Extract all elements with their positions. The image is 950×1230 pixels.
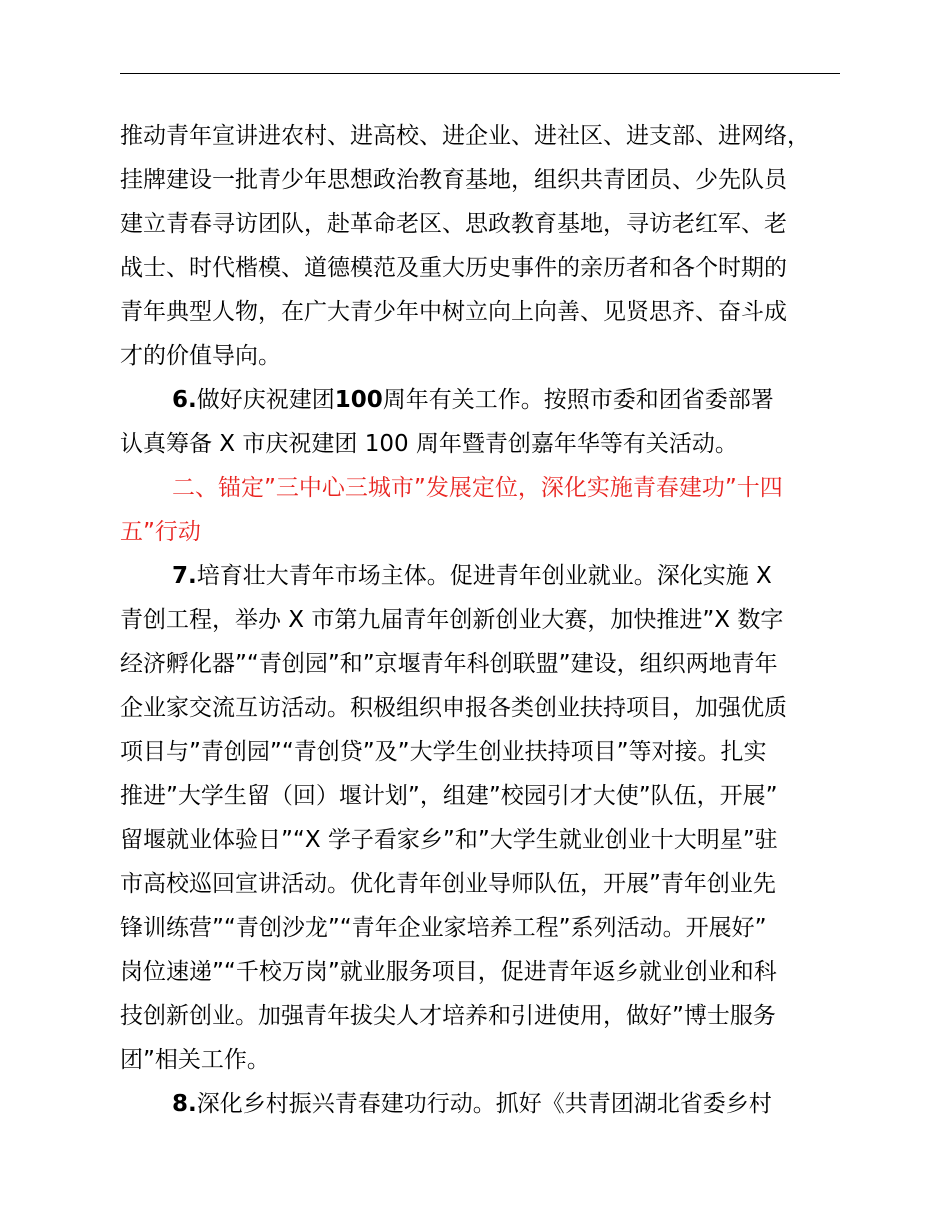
item8-line (172, 1089, 772, 1119)
item7-line (172, 561, 772, 591)
item7-line: 团”相关工作。 (120, 1047, 270, 1073)
item7-number: 7. (172, 563, 197, 589)
item7-line: 推进”大学生留（回）堰计划”，组建”校园引才大使”队伍，开展” (120, 783, 778, 809)
item6-100: 100 (334, 387, 383, 413)
item7-line: 技创新创业。加强青年拔尖人才培养和引进使用，做好”博士服务 (120, 1003, 776, 1029)
item6-text-a: 做好庆祝建团 (196, 387, 335, 413)
item7-first: 培育壮大青年市场主体。促进青年创业就业。深化实施 X (196, 563, 772, 589)
para1-line: 建立青春寻访团队，赴革命老区、思政教育基地，寻访老红军、老 (120, 211, 787, 237)
section2-heading: 二、锚定”三中心三城市”发展定位，深化实施青春建功”十四 (172, 475, 783, 501)
item7-line: 锋训练营”“青创沙龙”“青年企业家培养工程”系列活动。开展好” (120, 915, 767, 941)
item7-line: 青创工程，举办 X 市第九届青年创新创业大赛，加快推进”X 数字 (120, 607, 784, 633)
para1-line: 挂牌建设一批青少年思想政治教育基地，组织共青团员、少先队员 (120, 167, 787, 193)
header-rule (120, 73, 840, 74)
para1-line: 战士、时代楷模、道德模范及重大历史事件的亲历者和各个时期的 (120, 255, 787, 281)
item7-line: 留堰就业体验日”“X 学子看家乡”和”大学生就业创业十大明星”驻 (120, 827, 778, 853)
item7-line: 企业家交流互访活动。积极组织申报各类创业扶持项目，加强优质 (120, 695, 787, 721)
item7-line: 项目与”青创园”“青创贷”及”大学生创业扶持项目”等对接。扎实 (120, 739, 767, 765)
item7-line: 经济孵化器”“青创园”和”京堰青年科创联盟”建设，组织两地青年 (120, 651, 778, 677)
item6-line2: 认真筹备 X 市庆祝建团 100 周年暨青创嘉年华等有关活动。 (120, 431, 738, 457)
item6-line (172, 385, 774, 415)
item8-text: 深化乡村振兴青春建功行动。抓好《共青团湖北省委乡村 (196, 1091, 772, 1117)
item7-line: 岗位速递”“千校万岗”就业服务项目，促进青年返乡就业创业和科 (120, 959, 777, 985)
para1-line: 青年典型人物，在广大青少年中树立向上向善、见贤思齐、奋斗成 (120, 299, 787, 325)
item6-number: 6. (172, 387, 197, 413)
item6-text-b: 周年有关工作。按照市委和团省委部署 (382, 387, 774, 413)
para1-line: 才的价值导向。 (120, 343, 281, 369)
para1-line: 推动青年宣讲进农村、进高校、进企业、进社区、进支部、进网络， (120, 123, 810, 149)
item7-line: 市高校巡回宣讲活动。优化青年创业导师队伍，开展”青年创业先 (120, 871, 776, 897)
item8-number: 8. (172, 1091, 197, 1117)
section2-heading-cont: 五”行动 (120, 519, 201, 545)
